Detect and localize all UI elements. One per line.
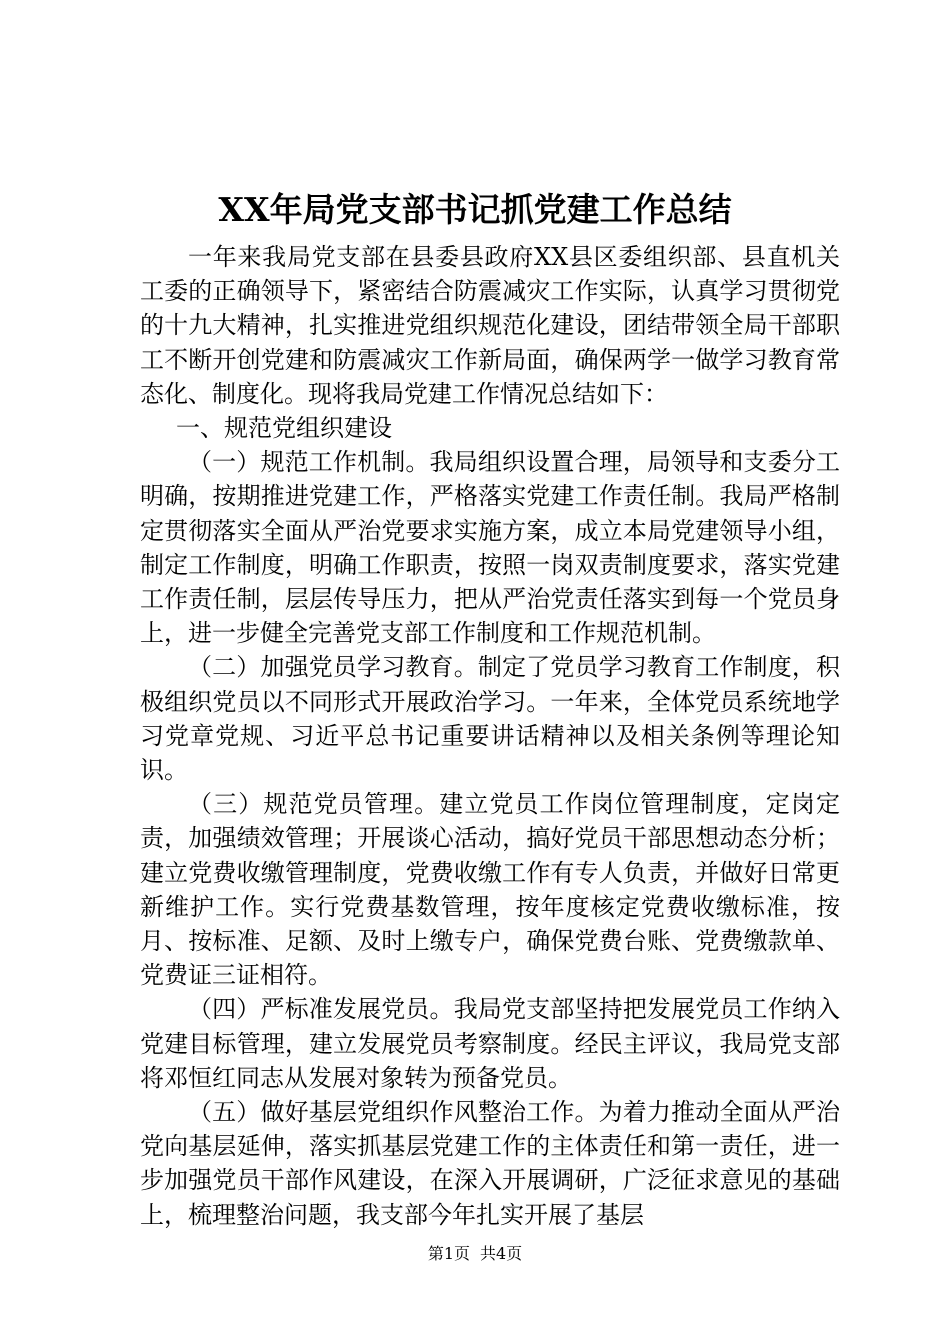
paragraph-item-3: （三）规范党员管理。建立党员工作岗位管理制度，定岗定责，加强绩效管理；开展谈心活动，搞好党员干部思想动态分析；建立党费收缴管理制度，党费收缴工作有专人负责，并做好日常更新维护工作。实行党费基数管理，按年度核定党费收缴标准，按月、按标准、足额、及时上缴专户，确保党费台账、党费缴款单、党费证三证相符。: [140, 790, 840, 990]
paragraph-item-2: （二）加强党员学习教育。制定了党员学习教育工作制度，积极组织党员以不同形式开展政治学习。一年来，全体党员系统地学习党章党规、习近平总书记重要讲话精神以及相关条例等理论知识。: [140, 653, 840, 785]
paragraph-item-5: （五）做好基层党组织作风整治工作。为着力推动全面从严治党向基层延伸，落实抓基层党建工作的主体责任和第一责任，进一步加强党员干部作风建设，在深入开展调研，广泛征求意见的基础上，梳理整治问题，我支部今年扎实开展了基层: [140, 1098, 840, 1229]
paragraph-intro: 一年来我局党支部在县委县政府XX县区委组织部、县直机关工委的正确领导下，紧密结合防震减灾工作实际，认真学习贯彻党的十九大精神，扎实推进党组织规范化建设，团结带领全局干部职工不断开创党建和防震减灾工作新局面，确保两学一做学习教育常态化、制度化。现将我局党建工作情况总结如下：: [140, 243, 840, 408]
page-number: 第1页: [427, 1244, 470, 1263]
page-footer: [0, 1242, 950, 1266]
document-title: XX年局党支部书记抓党建工作总结: [218, 190, 732, 229]
page-total: 共4页: [480, 1244, 523, 1263]
paragraph-item-1: （一）规范工作机制。我局组织设置合理，局领导和支委分工明确，按期推进党建工作，严格落实党建工作责任制。我局严格制定贯彻落实全面从严治党要求实施方案，成立本局党建领导小组，制定工作制度，明确工作职责，按照一岗双责制度要求，落实党建工作责任制，层层传导压力，把从严治党责任落实到每一个党员身上，进一步健全完善党支部工作制度和工作规范机制。: [140, 448, 840, 648]
paragraph-item-4: （四）严标准发展党员。我局党支部坚持把发展党员工作纳入党建目标管理，建立发展党员考察制度。经民主评议，我局党支部将邓恒红同志从发展对象转为预备党员。: [140, 995, 840, 1092]
section-heading: 一、规范党组织建设: [176, 414, 392, 443]
document-body: [140, 240, 840, 1232]
